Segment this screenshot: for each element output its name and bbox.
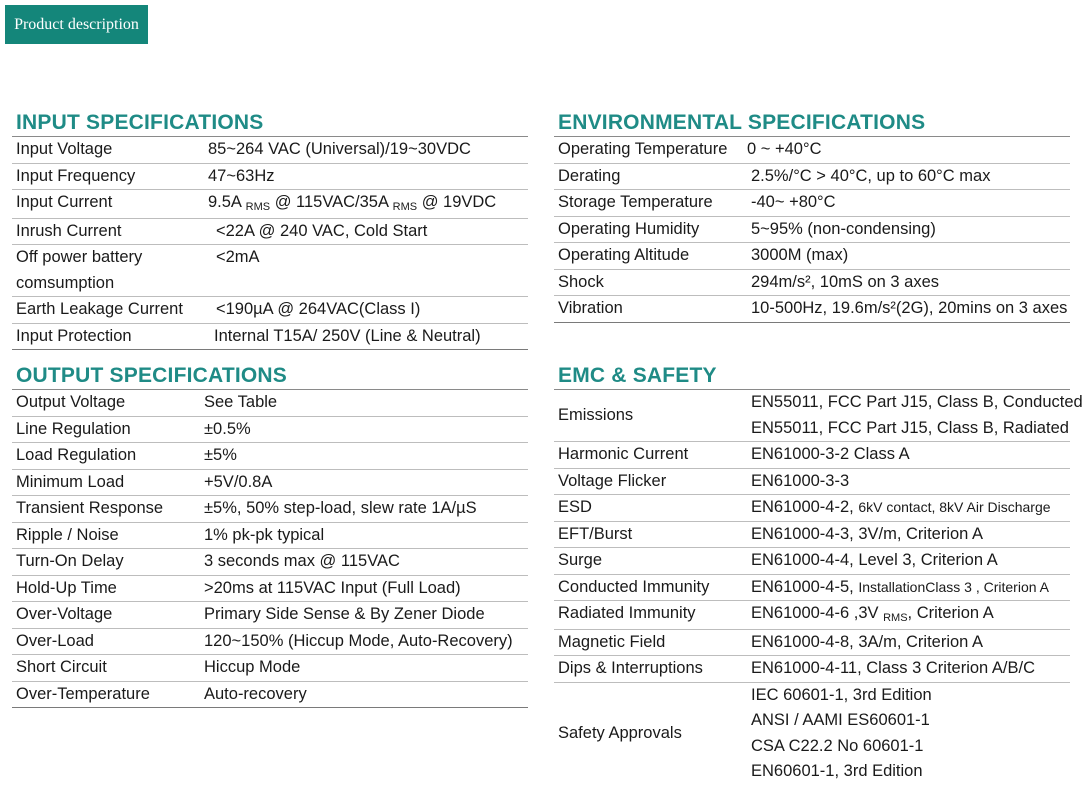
output-specifications-section [12,363,528,708]
spec-label: Surge [554,548,747,575]
table-row [12,245,528,297]
value-part: @ 19VDC [421,193,497,211]
spec-label: Derating [554,163,747,190]
spec-label: Safety Approvals [558,723,682,742]
table-row [12,323,528,350]
environmental-spec-table [554,137,1070,323]
spec-label: Output Voltage [12,390,200,416]
table-row [554,137,1070,163]
table-row [12,297,528,324]
spec-label: Magnetic Field [554,629,747,656]
spec-label: Hold-Up Time [12,575,200,602]
table-row [554,656,1070,683]
table-row [554,629,1070,656]
spec-label: Inrush Current [12,218,204,245]
value-line: ANSI / AAMI ES60601-1 [751,711,930,729]
spec-label: Operating Humidity [554,216,747,243]
table-row [12,218,528,245]
spec-value: EN61000-3-3 [747,468,1070,495]
spec-label: Over-Temperature [12,681,200,708]
spec-label: ESD [554,495,747,522]
value-line: EN55011, FCC Part J15, Class B, Radiated [751,418,1069,437]
spec-value: 120~150% (Hiccup Mode, Auto-Recovery) [200,628,528,655]
table-row [12,602,528,629]
table-row [12,522,528,549]
spec-value: EN61000-4-4, Level 3, Criterion A [747,548,1070,575]
spec-label: Over-Voltage [12,602,200,629]
spec-value: 5~95% (non-condensing) [747,216,1070,243]
spec-value: 10-500Hz, 19.6m/s²(2G), 20mins on 3 axes [747,296,1070,323]
spec-label: Input Current [12,190,204,219]
spec-label: Harmonic Current [554,442,747,469]
table-row [554,495,1070,522]
spec-label: Voltage Flicker [554,468,747,495]
table-row [12,416,528,443]
spec-value: EN61000-3-2 Class A [747,442,1070,469]
subscript: RMS [883,612,908,624]
spec-value [747,574,1070,601]
spec-value: 0 ~ +40°C [747,137,1070,163]
value-part: EN61000-4-6 ,3V [751,604,879,622]
table-row [554,682,1070,785]
table-row [554,521,1070,548]
value-line: IEC 60601-1, 3rd Edition [751,685,932,704]
spec-value: See Table [200,390,528,416]
output-specifications-title: OUTPUT SPECIFICATIONS [12,363,528,390]
spec-label: Input Frequency [12,163,204,190]
table-row [554,574,1070,601]
spec-value: 1% pk-pk typical [200,522,528,549]
emc-safety-table [554,390,1083,785]
spec-label: Transient Response [12,496,200,523]
spec-value: 294m/s², 10mS on 3 axes [747,269,1070,296]
spec-label: Conducted Immunity [554,574,747,601]
spec-value: Internal T15A/ 250V (Line & Neutral) [204,323,528,350]
table-row [554,442,1070,469]
table-row [554,468,1070,495]
emc-safety-title: EMC & SAFETY [554,363,1070,390]
input-spec-table [12,137,528,350]
spec-label: Minimum Load [12,469,200,496]
spec-label: Short Circuit [12,655,200,682]
spec-label: Operating Altitude [554,243,747,270]
value-part: EN61000-4-5, [751,577,854,596]
table-row [554,216,1070,243]
table-row [12,190,528,219]
spec-value: 2.5%/°C > 40°C, up to 60°C max [747,163,1070,190]
value-part: 9.5A [208,193,242,211]
spec-label: Over-Load [12,628,200,655]
product-description-tab[interactable]: Product description [5,5,148,44]
input-specifications-section [12,110,528,350]
spec-value: 3000M (max) [747,243,1070,270]
value-part: InstallationClass 3 , Criterion A [858,578,1049,595]
spec-label: Radiated Immunity [554,601,747,630]
spec-label: Line Regulation [12,416,200,443]
table-row [12,469,528,496]
table-row [554,548,1070,575]
table-row [12,163,528,190]
spec-value: ±5% [200,443,528,470]
spec-label: Operating Temperature [554,137,747,163]
spec-value: 47~63Hz [204,163,528,190]
input-specifications-title: INPUT SPECIFICATIONS [12,110,528,137]
output-spec-table [12,390,528,708]
spec-value: Auto-recovery [200,681,528,708]
table-row [12,496,528,523]
spec-value: ±5%, 50% step-load, slew rate 1A/µS [200,496,528,523]
table-row [12,681,528,708]
spec-value [204,190,528,219]
table-row [554,601,1070,630]
spec-value [747,390,1083,442]
value-part: EN61000-4-2, [751,498,854,516]
emc-safety-section [554,363,1083,785]
table-row [12,390,528,416]
value-part: @ 115VAC/35A [274,193,389,211]
table-row [12,443,528,470]
environmental-specifications-title: ENVIRONMENTAL SPECIFICATIONS [554,110,1070,137]
spec-label: Vibration [554,296,747,323]
spec-value: ±0.5% [200,416,528,443]
spec-value: EN61000-4-3, 3V/m, Criterion A [747,521,1070,548]
spec-value [747,682,1070,785]
subscript: RMS [245,201,271,213]
table-row [554,269,1070,296]
table-row [12,628,528,655]
table-row [554,390,1070,442]
table-row [12,137,528,163]
spec-label: Ripple / Noise [12,522,200,549]
value-line: EN60601-1, 3rd Edition [751,762,923,780]
spec-label: Input Protection [12,323,204,350]
value-part: , Criterion A [907,604,994,622]
spec-label: Shock [554,269,747,296]
table-row [554,190,1070,217]
environmental-specifications-section [554,110,1070,323]
table-row [12,575,528,602]
subscript: RMS [392,201,418,213]
table-row [554,243,1070,270]
spec-label: Load Regulation [12,443,200,470]
spec-value [747,495,1070,522]
spec-value: EN61000-4-11, Class 3 Criterion A/B/C [747,656,1070,683]
spec-value: 85~264 VAC (Universal)/19~30VDC [204,137,528,163]
spec-value: -40~ +80°C [747,190,1070,217]
value-line: CSA C22.2 No 60601-1 [751,736,924,755]
spec-value: <2mA [204,245,528,297]
spec-label: Earth Leakage Current [12,297,204,324]
spec-value: +5V/0.8A [200,469,528,496]
table-row [554,296,1070,323]
spec-label: Emissions [554,390,747,442]
spec-label: Storage Temperature [554,190,747,217]
spec-value: Primary Side Sense & By Zener Diode [200,602,528,629]
table-row [12,655,528,682]
spec-value: Hiccup Mode [200,655,528,682]
spec-value: EN61000-4-8, 3A/m, Criterion A [747,629,1070,656]
table-row [12,549,528,576]
spec-value: >20ms at 115VAC Input (Full Load) [200,575,528,602]
spec-value [747,601,1070,630]
spec-label: Dips & Interruptions [554,656,747,683]
spec-label: EFT/Burst [554,521,747,548]
table-row [554,163,1070,190]
spec-label: Input Voltage [12,137,204,163]
spec-label: Turn-On Delay [12,549,200,576]
spec-value: <22A @ 240 VAC, Cold Start [204,218,528,245]
spec-value: 3 seconds max @ 115VAC [200,549,528,576]
spec-value: <190µA @ 264VAC(Class I) [204,297,528,324]
spec-label: Off power battery comsumption [12,245,204,297]
value-part: 6kV contact, 8kV Air Discharge [858,499,1051,515]
value-line: EN55011, FCC Part J15, Class B, Conducted [751,393,1083,411]
